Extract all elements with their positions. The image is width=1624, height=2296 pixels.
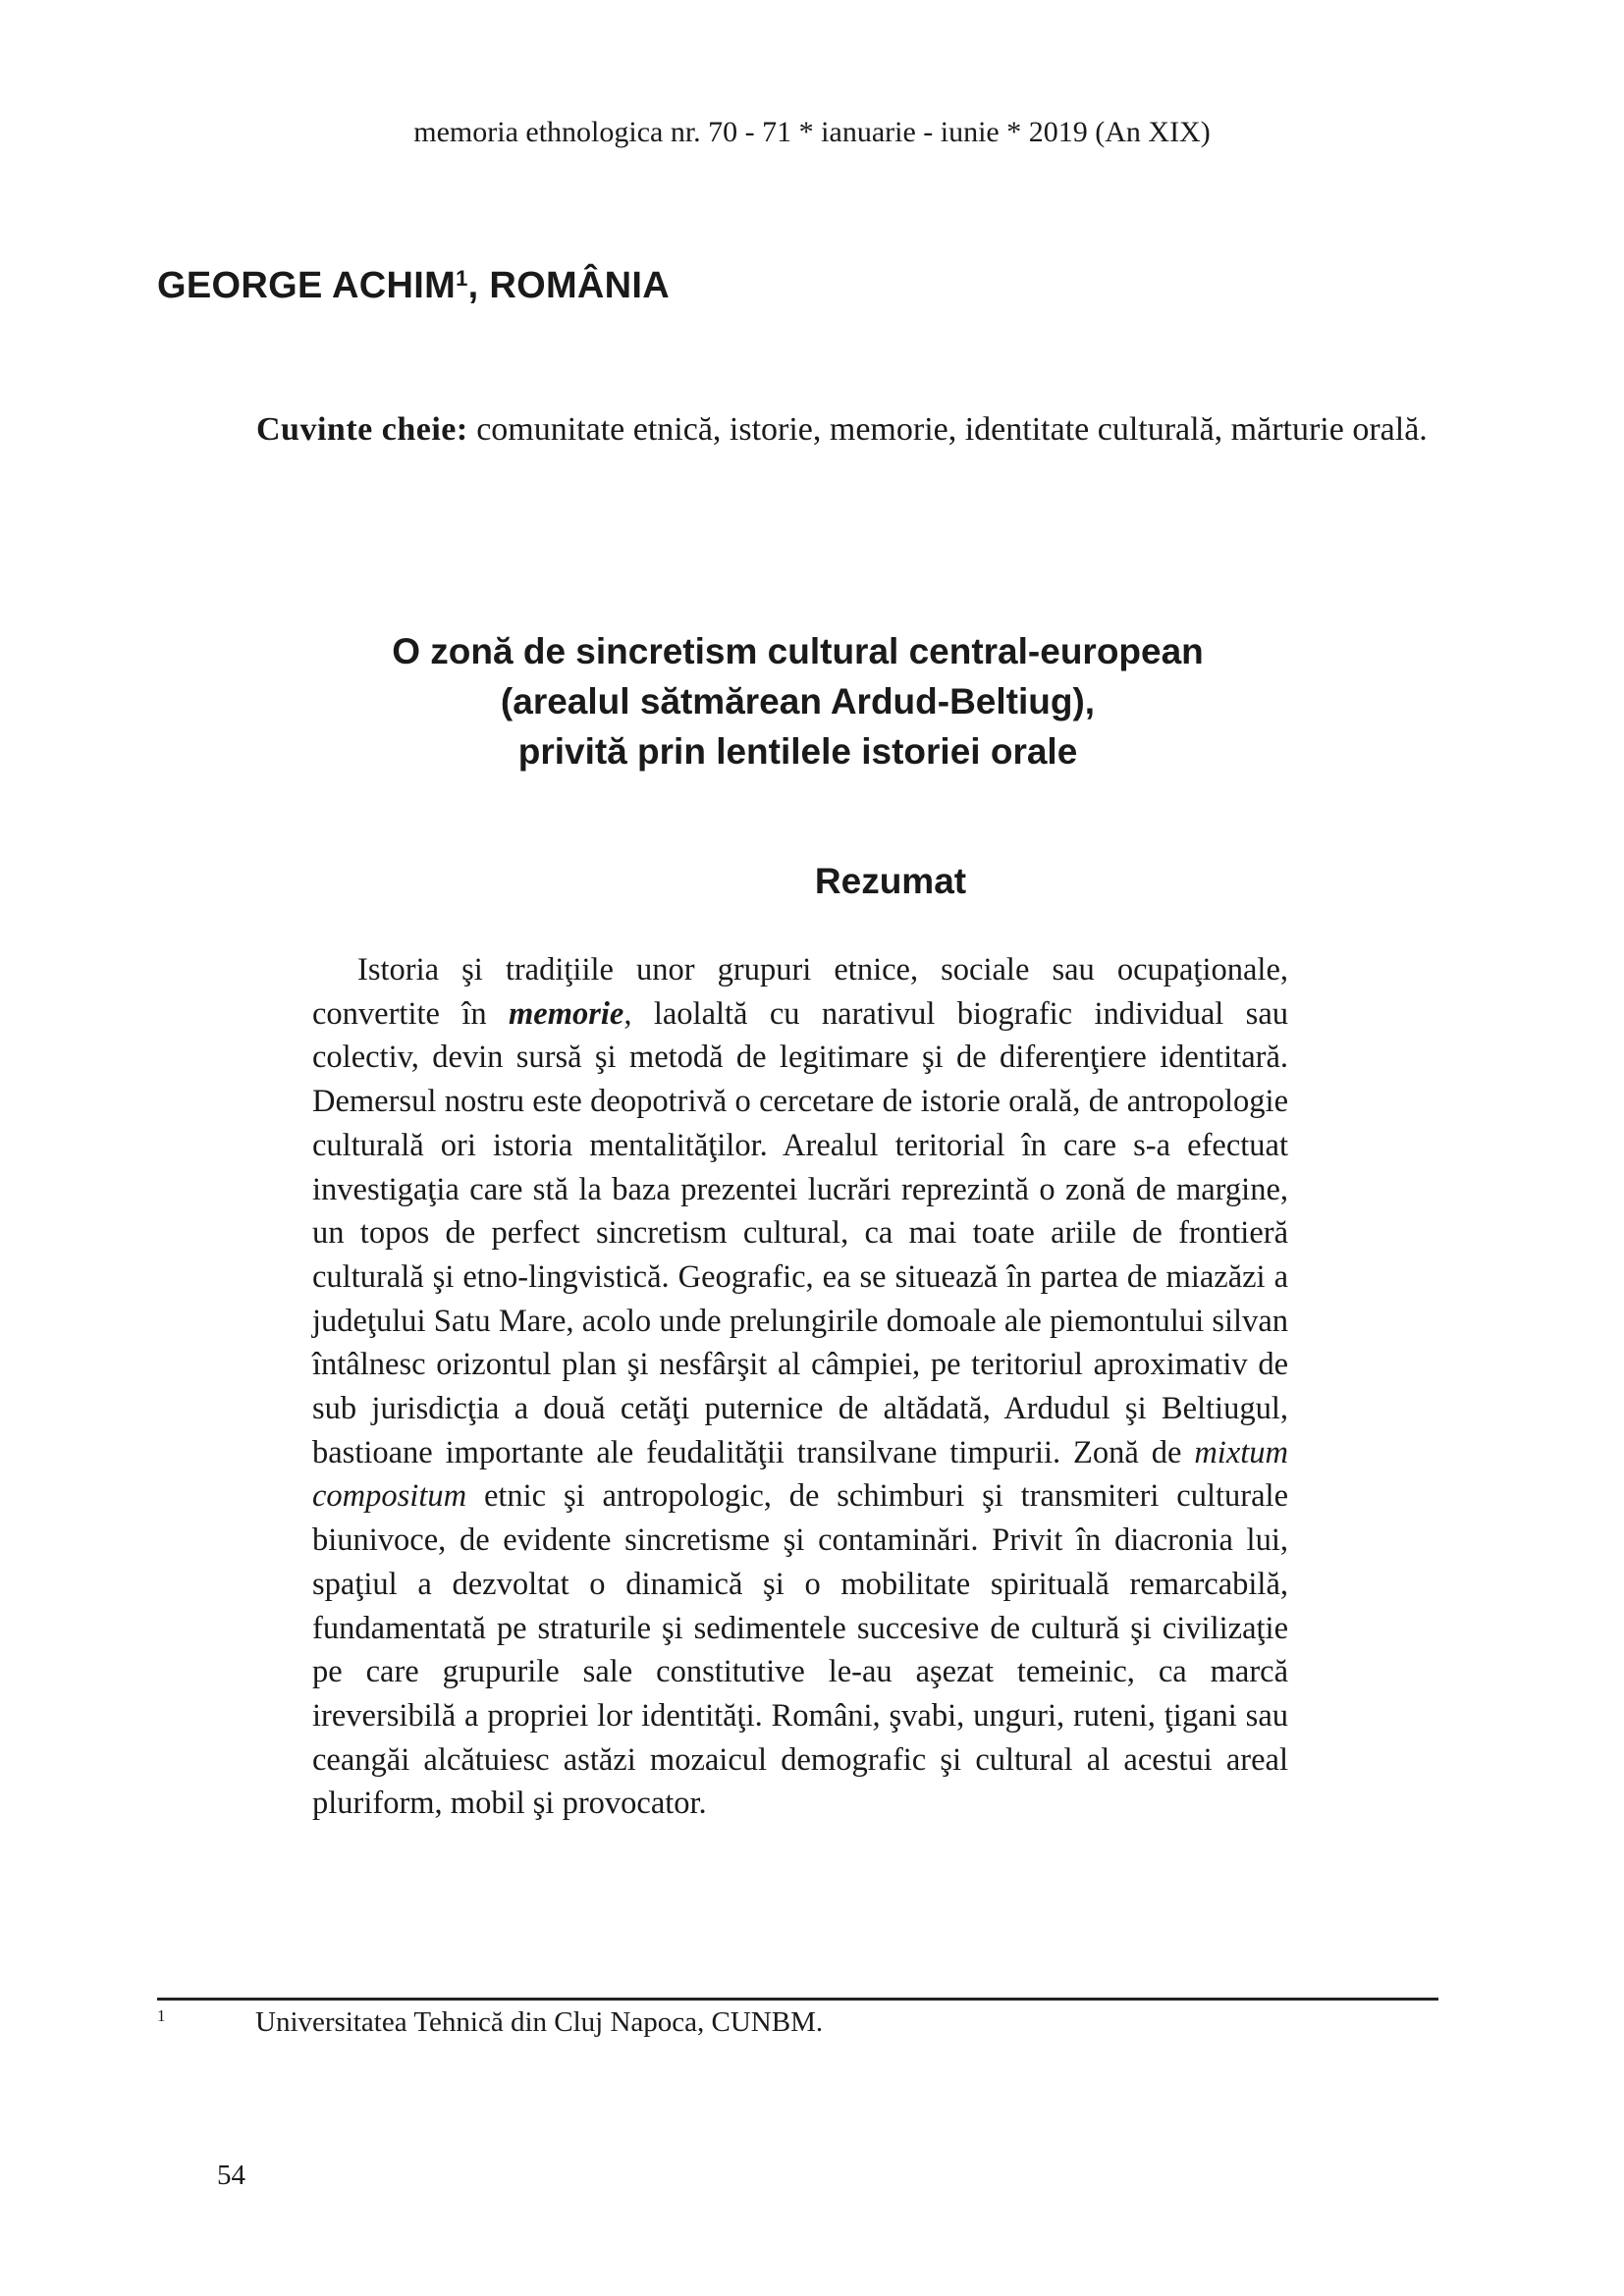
abstract-text-part-3: etnic şi antropologic, de schimburi şi transmiteri culturale biunivoce, de evidente sincretisme şi contaminări. Privit în diacronia lui, spaţiul a dezvoltat o dinamică şi o mobilitate spirituală remarcabilă, fundamentată pe straturile şi sedimentele succesive de cultură şi civilizaţie pe care grupurile sale constitutive le-au aşezat temeinic, ca marcă ireversibilă a propriei lor identităţi. Români, şvabi, unguri, ruteni, ţigani sau ceangăi alcătuiesc astăzi mozaicul demografic şi cultural al acestui areal pluriform, mobil şi provocator.: [312, 1478, 1288, 1822]
abstract-emphasis-memorie: memorie: [508, 995, 624, 1032]
abstract-text-part-2: , laolaltă cu narativul biografic individual sau colectiv, devin sursă şi metodă de legitimare şi de diferenţiere identitară. Demersul nostru este deopotrivă o cercetare de istorie orală, de antropologie culturală ori istoria mentalităţilor. Arealul teritorial în care s-a efectuat investigaţia care stă la baza prezentei lucrări reprezintă o zonă de margine, un topos de perfect sincretism cultural, ca mai toate ariile de frontieră culturală şi etno-lingvistică. Geografic, ea se situează în partea de miazăzi a judeţului Satu Mare, acolo unde prelungirile domoale ale piemontului silvan întâlnesc orizontul plan şi nesfârşit al câmpiei, pe teritoriul aproximativ de sub jurisdicţia a două cetăţi puternice de altădată, Ardudul şi Beltiugul, bastioane importante ale feudalităţii transilvane timpurii. Zonă de: [312, 995, 1288, 1470]
keywords-list: comunitate etnică, istorie, memorie, identitate culturală, mărturie orală.: [467, 411, 1428, 448]
abstract-emphasis-mixtum: mixtum compositum: [312, 1434, 1288, 1515]
article-title: [157, 626, 1438, 776]
title-line-1: O zonă de sincretism cultural central-european: [392, 631, 1204, 671]
abstract-heading-text: Rezumat: [814, 861, 967, 901]
abstract-text-part-1: Istoria şi tradiţiile unor grupuri etnice, sociale sau ocupaţionale, convertite în: [312, 952, 1288, 1032]
author-line: [157, 265, 670, 307]
title-line-2: (arealul sătmărean Ardud-Beltiug),: [500, 681, 1096, 721]
keywords-paragraph: [157, 404, 1438, 455]
running-header: memoria ethnologica nr. 70 - 71 * ianuarie - iunie * 2019 (An XIX): [413, 116, 1211, 148]
footnote-divider: [157, 1998, 1438, 2001]
title-line-3: privită prin lentilele istoriei orale: [517, 731, 1078, 772]
footnote-mark: 1: [157, 2006, 166, 2025]
keywords-label: Cuvinte cheie:: [256, 411, 468, 448]
author-name: GEORGE ACHIM: [157, 265, 457, 306]
author-country: , ROMÂNIA: [467, 265, 670, 306]
footnote-text: Universitatea Tehnică din Cluj Napoca, CUNBM.: [255, 2006, 824, 2038]
abstract-heading: [0, 861, 1624, 902]
author-footnote-ref[interactable]: 1: [456, 266, 468, 291]
page-number: 54: [217, 2160, 245, 2191]
abstract-body: [312, 948, 1288, 1826]
